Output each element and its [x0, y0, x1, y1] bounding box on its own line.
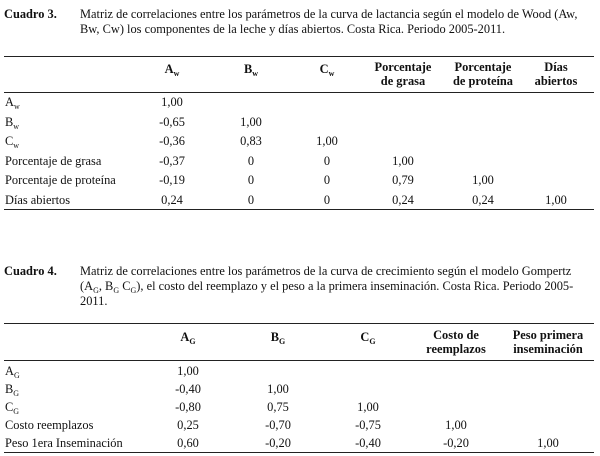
- table4-cell: -0,40: [175, 382, 201, 396]
- table4-header-col-3: $C_G$: [360, 330, 376, 346]
- table3-cell: 0: [247, 173, 255, 188]
- table4-cell: 0,25: [177, 418, 199, 432]
- table3-header-col-3: $C_w$: [319, 62, 335, 78]
- table4-row-label: $A_G$: [5, 364, 20, 380]
- table3-cell: 1,00: [545, 193, 567, 207]
- table3-caption: [4, 7, 594, 39]
- table4-cell: -0,40: [355, 436, 381, 450]
- table3-header-col-6: Días abiertos: [534, 60, 578, 88]
- table3-cell: 0: [323, 173, 331, 188]
- table3-row-label: Días abiertos: [5, 193, 71, 207]
- table4-cell: 1,00: [357, 400, 379, 414]
- table3-bottom-rule: [4, 209, 594, 210]
- table3-cell: 1,00: [316, 134, 338, 149]
- table3-row-label: $C_w$: [5, 134, 20, 151]
- table3-header-col-1: $A_w$: [164, 62, 180, 78]
- table3-cell: 0: [323, 193, 331, 207]
- table3-header-col-2: $B_w$: [243, 62, 259, 78]
- table4-cell: -0,20: [443, 436, 469, 450]
- table4-label: Cuadro 4.: [4, 264, 57, 278]
- table3-caption-text: Matriz de correlaciones entre los parámetros de la curva de lactancia según el modelo de Wood (Aw, Bw, Cw) los componentes de la leche y días abiertos. Costa Rica. Periodo 2005-2011.: [80, 7, 578, 36]
- table3-cell: 0,24: [161, 193, 183, 207]
- table4-row-label: $B_G$: [5, 382, 20, 398]
- table3-row-label: Porcentaje de grasa: [5, 153, 102, 168]
- table4-cell: 1,00: [537, 436, 559, 450]
- table4-header-col-5: Peso primera inseminación: [512, 328, 584, 356]
- table4-row-label: $C_G$: [5, 400, 20, 416]
- table3-header-col-4: Porcentaje de grasa: [374, 60, 432, 88]
- table4-top-rule: [4, 323, 594, 324]
- table3-cell: 1,00: [392, 153, 414, 168]
- table3-cell: 0,79: [392, 173, 414, 188]
- table3-cell: -0,36: [159, 134, 185, 149]
- table4-header-col-4: Costo de reemplazos: [426, 328, 486, 356]
- table4-cell: 1,00: [177, 364, 199, 378]
- table3-cell: 0,24: [472, 193, 494, 207]
- table3-cell: -0,19: [159, 173, 185, 188]
- table4-cell: -0,80: [175, 400, 201, 414]
- table4-cell: -0,75: [355, 418, 381, 432]
- table3-row-label: Porcentaje de proteína: [5, 173, 116, 188]
- table3-cell: -0,65: [159, 114, 185, 129]
- table3-top-rule: [4, 56, 594, 57]
- table4-header-col-2: $B_G$: [270, 330, 286, 346]
- table3-row-label: $B_w$: [5, 114, 20, 131]
- table3-cell: 1,00: [161, 95, 183, 109]
- table4-bottom-rule: [4, 452, 594, 453]
- table4-cell: 0,60: [177, 436, 199, 450]
- table4-cell: 0,75: [267, 400, 289, 414]
- table4-cell: -0,20: [265, 436, 291, 450]
- table3-cell: -0,37: [159, 153, 185, 168]
- table3-cell: 0: [247, 153, 255, 168]
- table4-cell: 1,00: [267, 382, 289, 396]
- table3-cell: 1,00: [240, 114, 262, 129]
- table3-cell: 0,24: [392, 193, 414, 207]
- table4-cell: 1,00: [445, 418, 467, 432]
- table4-header-col-1: $A_G$: [180, 330, 196, 346]
- table3-cell: 1,00: [472, 173, 494, 188]
- table3-cell: 0,83: [240, 134, 262, 149]
- table4-row-label: Costo reemplazos: [5, 418, 94, 432]
- table4-cell: -0,70: [265, 418, 291, 432]
- table3-cell: 0: [247, 193, 255, 207]
- table3-header-rule: [4, 92, 594, 93]
- table4-caption: [4, 264, 594, 310]
- table3-header-col-5: Porcentaje de proteína: [452, 60, 513, 88]
- table3-row-label: $A_w$: [5, 95, 20, 111]
- table3-cell: 0: [323, 153, 331, 168]
- table4-header-rule: [4, 360, 594, 361]
- table4-row-label: Peso 1era Inseminación: [5, 436, 123, 450]
- table3-label: Cuadro 3.: [4, 7, 57, 21]
- table4-caption-text: Matriz de correlaciones entre los parámetros de la curva de crecimiento según el modelo Gompertz ($A_G$, $B_G$ $C_G$), el costo del reemplazo y el peso a la primera inseminación. Costa Rica. Periodo 2005-2011.: [80, 264, 574, 308]
